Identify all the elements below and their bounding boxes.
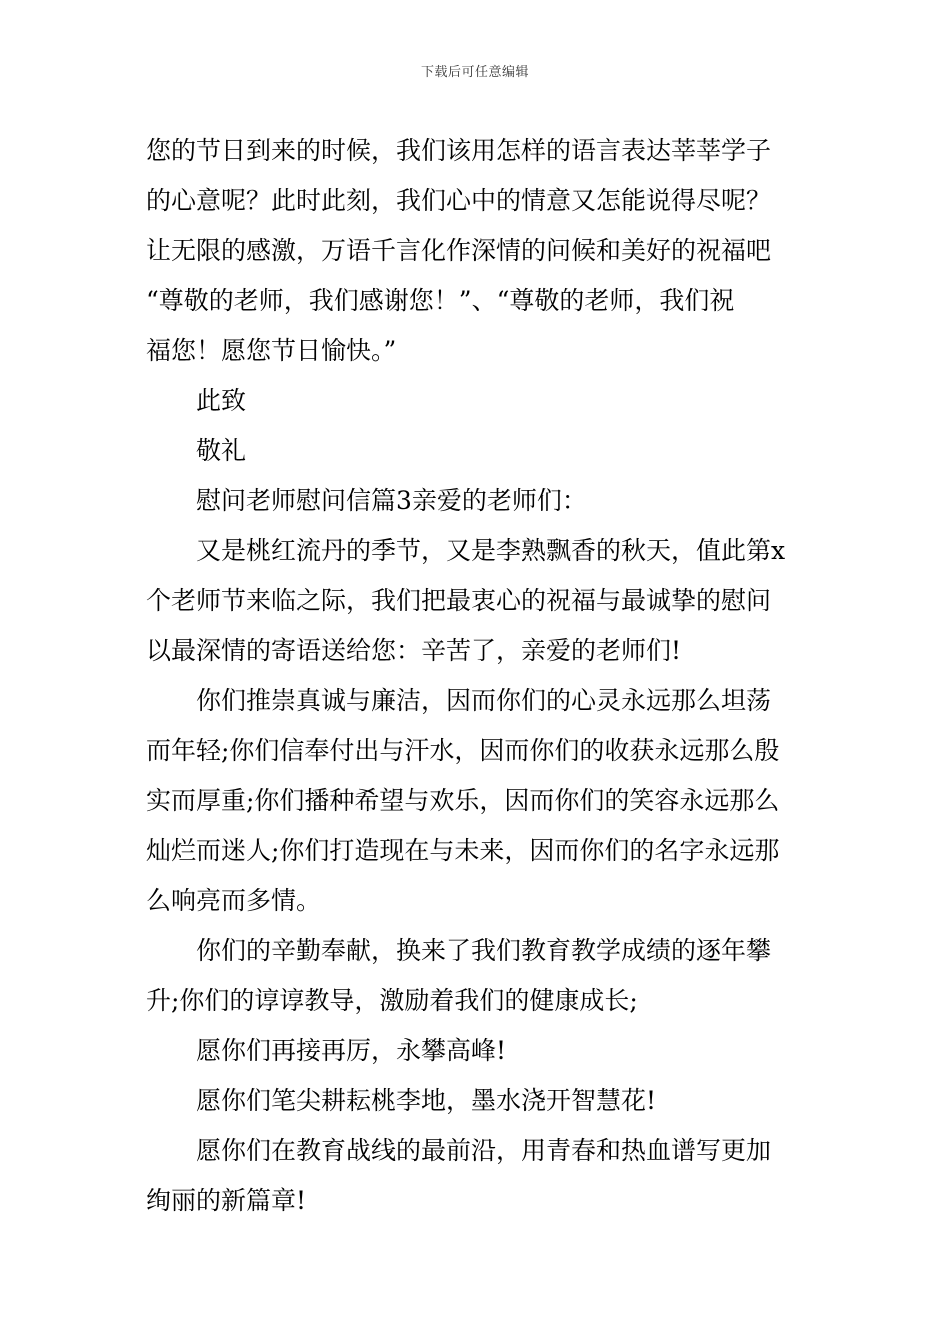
text-line: 个老师节来临之际，我们把最衷心的祝福与最诚挚的慰问: [146, 586, 772, 615]
text-line: 以最深情的寄语送给您：辛苦了，亲爱的老师们!: [146, 636, 682, 665]
paragraph-start: 你们推崇真诚与廉洁，因而你们的心灵永远那么坦荡: [196, 686, 772, 715]
text-line: 灿烂而迷人;你们打造现在与未来，因而你们的名字永远那: [146, 836, 780, 865]
paragraph-start: 愿你们在教育战线的最前沿，用青春和热血谱写更加: [196, 1136, 772, 1165]
closing-line: 此致: [196, 386, 247, 415]
text-line: 您的节日到来的时候，我们该用怎样的语言表达莘莘学子: [146, 136, 772, 165]
text-line: 实而厚重;你们播种希望与欢乐，因而你们的笑容永远那么: [146, 786, 780, 815]
text-line: “尊敬的老师，我们感谢您！”、“尊敬的老师，我们祝: [146, 286, 735, 315]
closing-line: 敬礼: [196, 436, 247, 465]
paragraph-start: 你们的辛勤奉献，换来了我们教育教学成绩的逐年攀: [196, 936, 772, 965]
text-line: 绚丽的新篇章!: [146, 1186, 307, 1215]
text-line: 的心意呢？此时此刻，我们心中的情意又怎能说得尽呢？: [146, 186, 772, 215]
paragraph-start: 又是桃红流丹的季节，又是李熟飘香的秋天，值此第x: [196, 536, 786, 565]
text-line: 福您！愿您节日愉快。”: [146, 336, 397, 365]
text-line: 而年轻;你们信奉付出与汗水，因而你们的收获永远那么殷: [146, 736, 780, 765]
document-body: [146, 126, 810, 1226]
text-line: 让无限的感激，万语千言化作深情的问候和美好的祝福吧: [146, 236, 772, 265]
paragraph-start: 愿你们笔尖耕耘桃李地，墨水浇开智慧花!: [196, 1086, 657, 1115]
section-title: 慰问老师慰问信篇3亲爱的老师们：: [196, 486, 587, 515]
page-header: 下载后可任意编辑: [420, 65, 529, 80]
paragraph-start: 愿你们再接再厉，永攀高峰!: [196, 1036, 507, 1065]
text-line: 么响亮而多情。: [146, 886, 322, 915]
text-line: 升;你们的谆谆教导，激励着我们的健康成长;: [146, 986, 638, 1015]
